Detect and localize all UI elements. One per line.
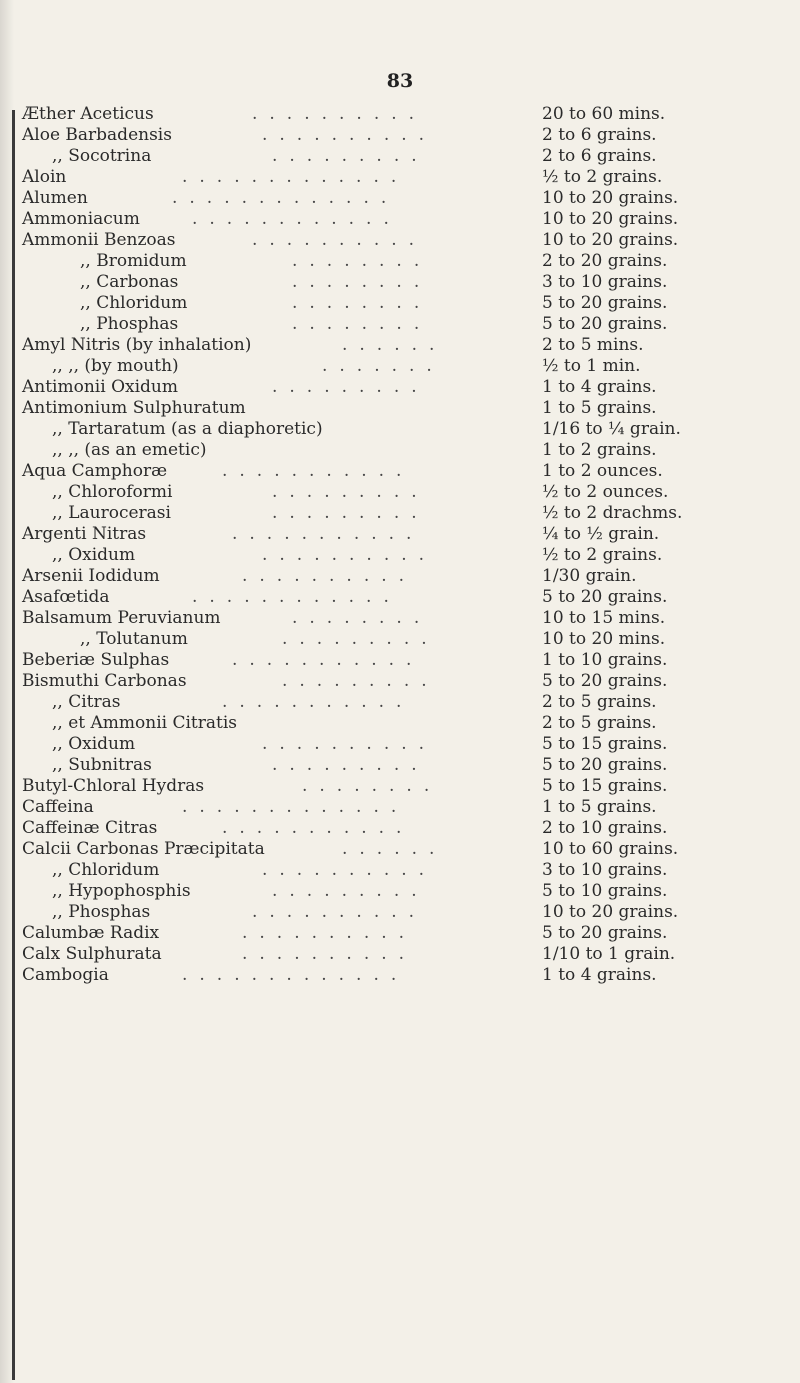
dose-row [22,923,782,944]
dot-leader: .......... [242,944,417,964]
dot-leader: ............. [172,188,399,208]
drug-name: ,, Subnitras [52,755,152,775]
dose-value: 1 to 4 grains. [542,377,657,397]
drug-name: Argenti Nitras [22,524,147,544]
drug-name: Caffeinæ Citras [22,818,158,838]
dot-leader: ........... [232,650,424,670]
dose-row [22,251,782,272]
drug-name: Butyl-Chloral Hydras [22,776,205,796]
dose-value: 10 to 20 grains. [542,209,679,229]
dose-row [22,755,782,776]
dot-leader: ............. [182,797,409,817]
dose-row [22,692,782,713]
dose-row [22,440,782,461]
drug-name: Antimonii Oxidum [22,377,178,397]
dot-leader: ...... [342,335,447,355]
dot-leader: ........... [222,461,414,481]
drug-name: ,, Phosphas [80,314,179,334]
dot-leader: .......... [252,104,427,124]
dose-row [22,839,782,860]
dose-row [22,482,782,503]
dot-leader: ........... [222,818,414,838]
drug-name: Aloin [22,167,67,187]
dose-value: 1 to 5 grains. [542,797,657,817]
dose-value: 10 to 60 grains. [542,839,679,859]
dose-row [22,461,782,482]
dose-value: ¼ to ½ grain. [542,524,660,544]
dose-row [22,566,782,587]
drug-name: Aloe Barbadensis [22,125,172,145]
dose-value: 20 to 60 mins. [542,104,666,124]
dot-leader: ......... [272,482,429,502]
dose-row [22,965,782,986]
drug-name: ,, Tartaratum (as a diaphoretic) [52,419,323,439]
dot-leader: ......... [272,503,429,523]
dose-row [22,188,782,209]
dot-leader: ........ [292,608,432,628]
dose-row [22,902,782,923]
dose-value: 2 to 5 mins. [542,335,644,355]
drug-name: ,, Phosphas [52,902,151,922]
drug-name: Ammoniacum [22,209,140,229]
drug-name: ,, Chloroformi [52,482,173,502]
dose-value: 5 to 20 grains. [542,314,668,334]
dot-leader: ............ [192,587,401,607]
dot-leader: ......... [272,146,429,166]
dose-row [22,398,782,419]
dot-leader: ......... [272,755,429,775]
dose-row [22,608,782,629]
dot-leader: ........... [232,524,424,544]
dot-leader: .......... [262,545,437,565]
dose-row [22,713,782,734]
dose-value: 10 to 15 mins. [542,608,666,628]
dose-value: 1 to 5 grains. [542,398,657,418]
binding-edge-line [12,110,15,1380]
dot-leader: ......... [282,629,439,649]
drug-name: Æther Aceticus [22,104,154,124]
dot-leader: ........... [222,692,414,712]
dose-value: 3 to 10 grains. [542,272,668,292]
drug-name: Calcii Carbonas Præcipitata [22,839,265,859]
drug-name: Beberiæ Sulphas [22,650,170,670]
drug-name: ,, Tolutanum [80,629,188,649]
drug-name: Cambogia [22,965,109,985]
drug-name: ,, et Ammonii Citratis [52,713,238,733]
dose-value: 1 to 4 grains. [542,965,657,985]
dot-leader: ............ [192,209,401,229]
dose-value: 1/30 grain. [542,566,637,586]
drug-name: Calumbæ Radix [22,923,160,943]
dot-leader: ........ [292,251,432,271]
dose-value: ½ to 2 drachms. [542,503,683,523]
dot-leader: .......... [262,734,437,754]
dose-row [22,125,782,146]
dot-leader: ........ [302,776,442,796]
dose-row [22,104,782,125]
dose-row [22,545,782,566]
dot-leader: ........ [292,293,432,313]
dose-row [22,629,782,650]
dose-table [22,104,782,986]
dose-value: 10 to 20 grains. [542,230,679,250]
dose-value: 1/10 to 1 grain. [542,944,676,964]
dose-value: 5 to 15 grains. [542,776,668,796]
drug-name: ,, Socotrina [52,146,152,166]
dose-value: 1 to 10 grains. [542,650,668,670]
dose-row [22,524,782,545]
dose-value: 5 to 20 grains. [542,755,668,775]
drug-name: Antimonium Sulphuratum [22,398,246,418]
dose-row [22,944,782,965]
dose-value: ½ to 2 ounces. [542,482,669,502]
dose-value: 1/16 to ¼ grain. [542,419,681,439]
dose-value: 10 to 20 grains. [542,188,679,208]
dot-leader: ........ [292,314,432,334]
dose-value: 2 to 5 grains. [542,713,657,733]
drug-name: ,, Citras [52,692,121,712]
dose-row [22,587,782,608]
dose-row [22,356,782,377]
dose-value: 2 to 5 grains. [542,692,657,712]
drug-name: ,, Chloridum [80,293,188,313]
drug-name: Bismuthi Carbonas [22,671,187,691]
page-number: 83 [386,70,414,92]
dose-row [22,230,782,251]
dose-value: 3 to 10 grains. [542,860,668,880]
dose-row [22,860,782,881]
dose-row [22,881,782,902]
dose-row [22,734,782,755]
dot-leader: ....... [322,356,444,376]
dose-row [22,818,782,839]
drug-name: ,, ,, (as an emetic) [52,440,207,460]
dose-row [22,293,782,314]
drug-name: ,, Bromidum [80,251,187,271]
drug-name: ,, Oxidum [52,545,136,565]
dose-value: 10 to 20 grains. [542,902,679,922]
dose-row [22,314,782,335]
dose-value: 1 to 2 ounces. [542,461,663,481]
dose-value: 5 to 20 grains. [542,923,668,943]
dose-row [22,671,782,692]
dose-value: 5 to 20 grains. [542,587,668,607]
dose-value: 2 to 6 grains. [542,146,657,166]
dose-row [22,167,782,188]
dose-value: 5 to 20 grains. [542,671,668,691]
drug-name: Balsamum Peruvianum [22,608,221,628]
dose-value: 2 to 6 grains. [542,125,657,145]
drug-name: Aqua Camphoræ [22,461,168,481]
dose-row [22,419,782,440]
drug-name: ,, Carbonas [80,272,179,292]
drug-name: Ammonii Benzoas [22,230,176,250]
dose-row [22,797,782,818]
dose-value: ½ to 2 grains. [542,167,663,187]
dot-leader: .......... [242,923,417,943]
dot-leader: .......... [262,860,437,880]
dot-leader: ...... [342,839,447,859]
dose-row [22,335,782,356]
drug-name: Caffeina [22,797,94,817]
drug-name: Amyl Nitris (by inhalation) [22,335,252,355]
dot-leader: ......... [272,881,429,901]
dot-leader: .......... [252,230,427,250]
drug-name: Arsenii Iodidum [22,566,160,586]
dose-value: 2 to 20 grains. [542,251,668,271]
dot-leader: .......... [242,566,417,586]
dot-leader: ......... [282,671,439,691]
dot-leader: ............. [182,167,409,187]
drug-name: ,, ,, (by mouth) [52,356,179,376]
dose-row [22,209,782,230]
dose-value: 5 to 10 grains. [542,881,668,901]
dose-row [22,272,782,293]
drug-name: Asafœtida [22,587,110,607]
dose-row [22,650,782,671]
dot-leader: ......... [272,377,429,397]
drug-name: Calx Sulphurata [22,944,162,964]
dose-value: 1 to 2 grains. [542,440,657,460]
dose-value: 5 to 15 grains. [542,734,668,754]
drug-name: ,, Laurocerasi [52,503,171,523]
dose-row [22,377,782,398]
dot-leader: ............. [182,965,409,985]
dose-value: ½ to 1 min. [542,356,641,376]
dot-leader: .......... [252,902,427,922]
dot-leader: .......... [262,125,437,145]
dose-value: 10 to 20 mins. [542,629,666,649]
drug-name: ,, Oxidum [52,734,136,754]
drug-name: ,, Chloridum [52,860,160,880]
dose-row [22,776,782,797]
drug-name: Alumen [22,188,88,208]
dot-leader: ........ [292,272,432,292]
dose-value: ½ to 2 grains. [542,545,663,565]
dose-row [22,146,782,167]
drug-name: ,, Hypophosphis [52,881,191,901]
dose-row [22,503,782,524]
dose-value: 2 to 10 grains. [542,818,668,838]
dose-value: 5 to 20 grains. [542,293,668,313]
